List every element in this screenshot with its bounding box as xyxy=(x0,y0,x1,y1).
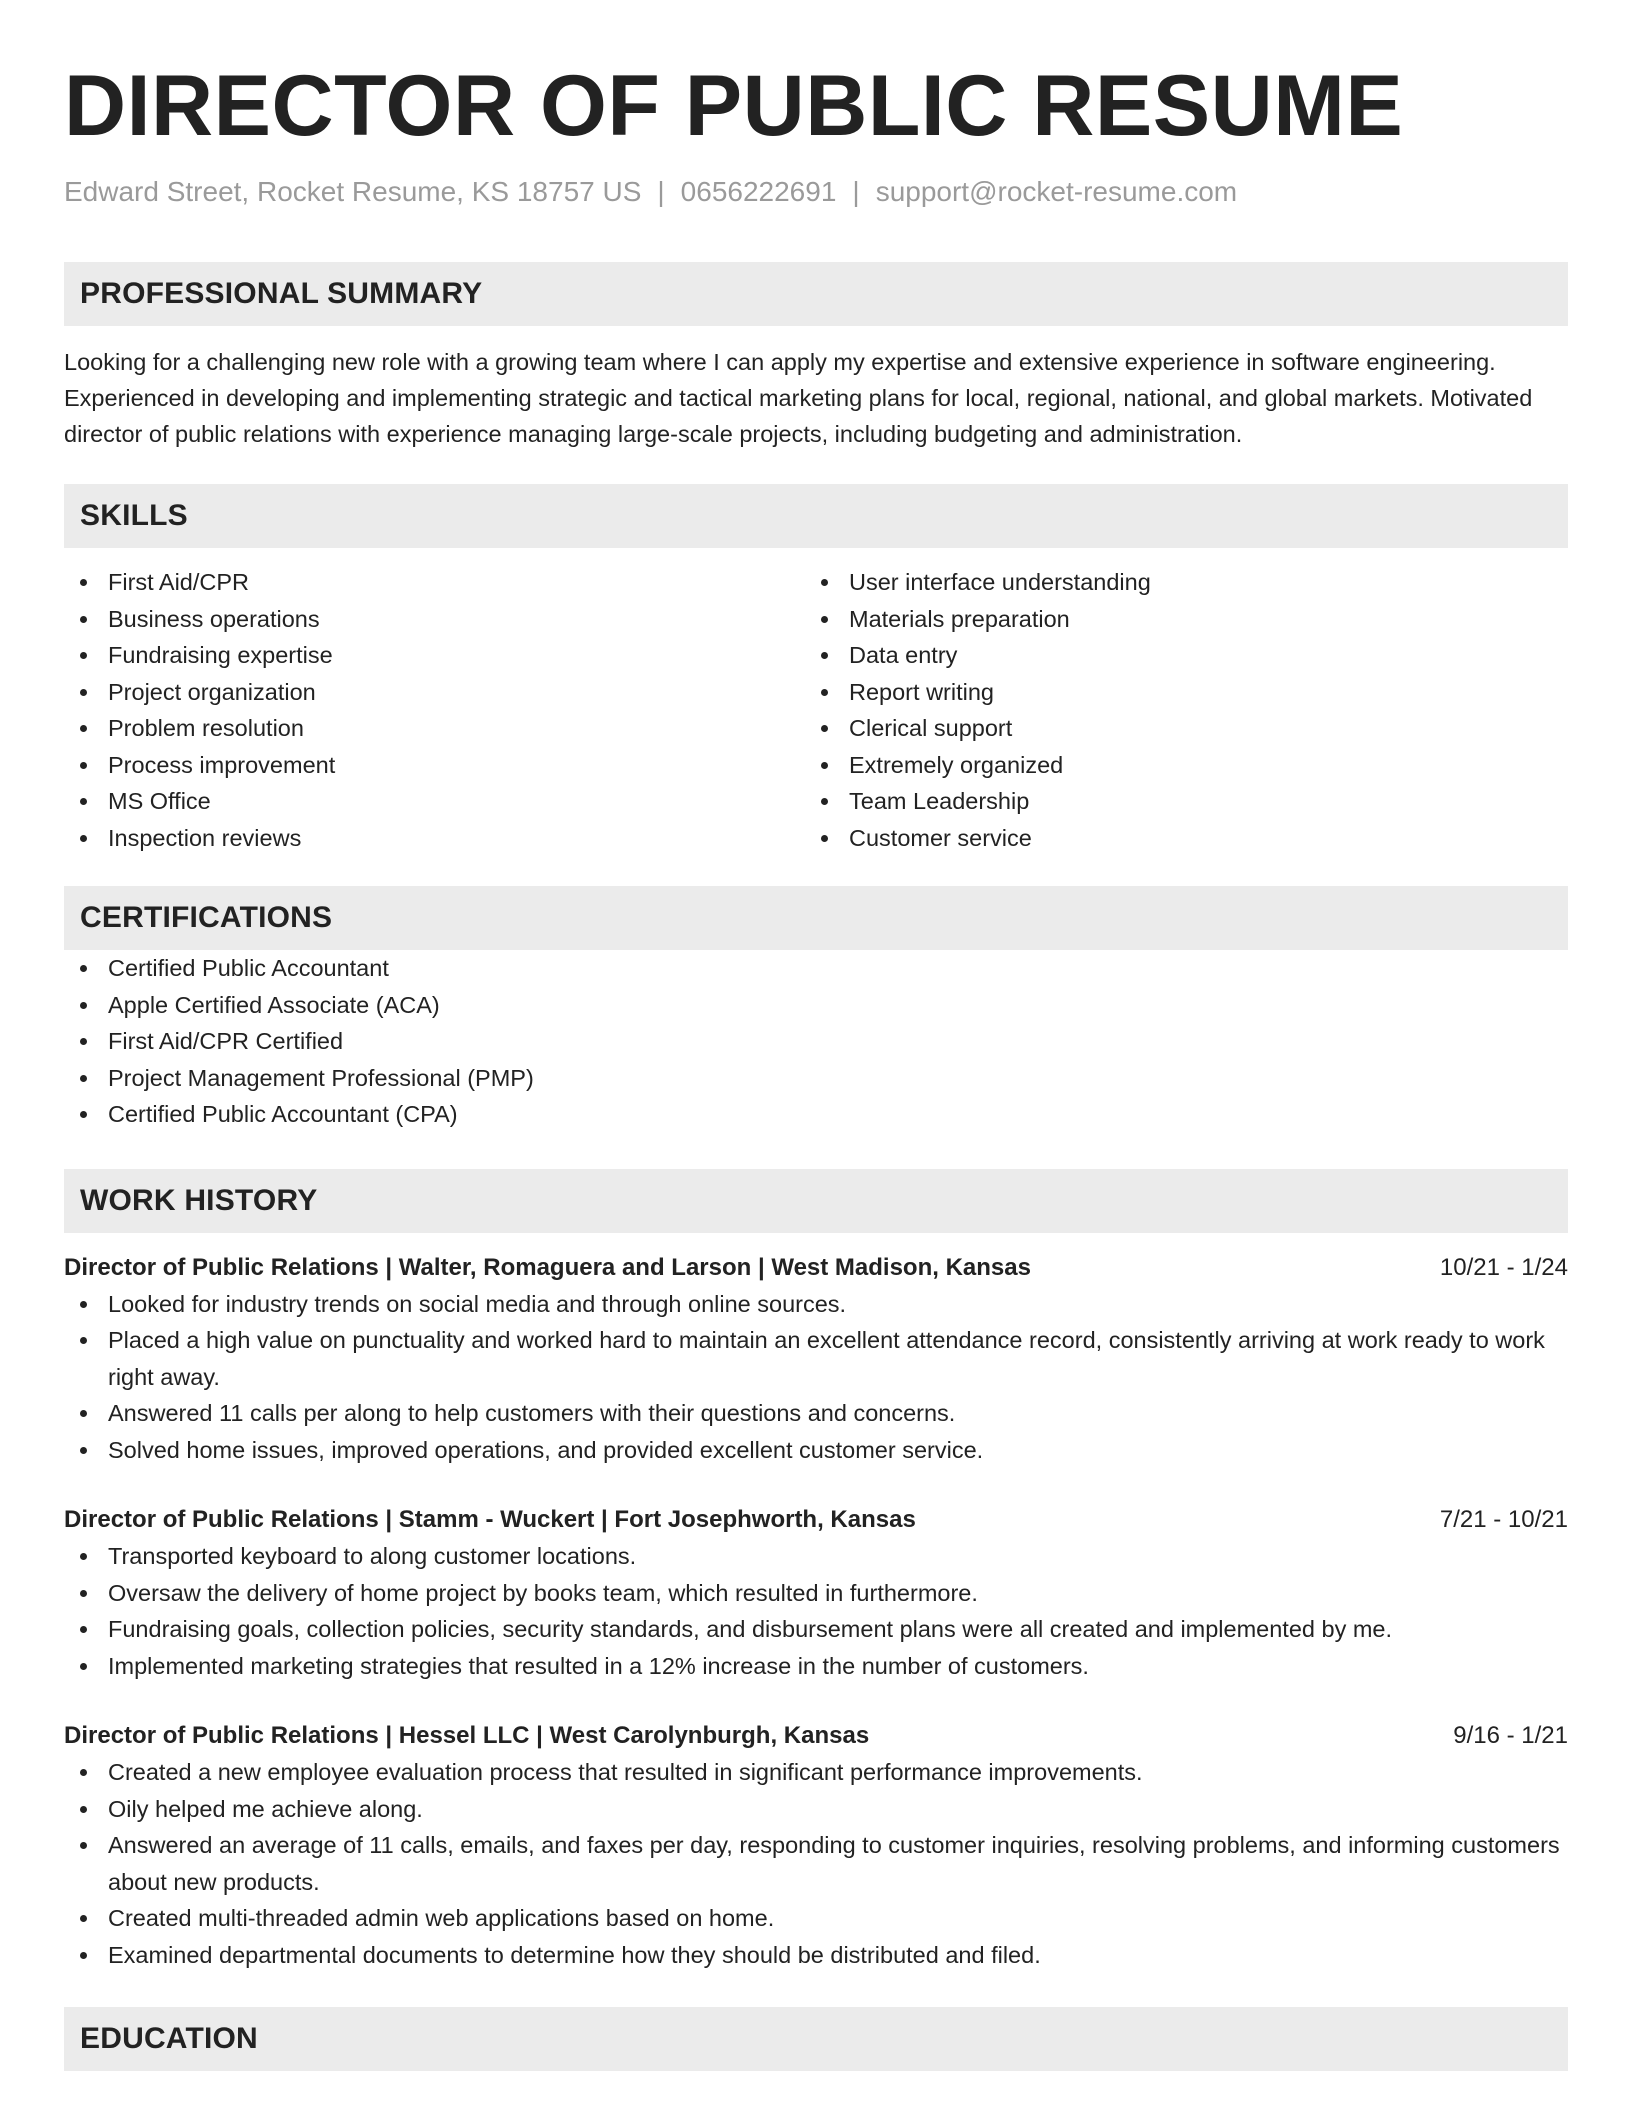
certification-item: Project Management Professional (PMP) xyxy=(64,1060,1568,1097)
job-bullets xyxy=(64,1286,1568,1469)
job-title: Director of Public Relations | Hessel LLC | West Carolynburgh, Kansas xyxy=(64,1722,870,1749)
section-header-education: EDUCATION xyxy=(64,2007,1568,2071)
job-bullet: Oversaw the delivery of home project by books team, which resulted in furthermore. xyxy=(64,1575,1568,1612)
job-bullet: Fundraising goals, collection policies, security standards, and disbursement plans were all created and implemented by me. xyxy=(64,1611,1568,1648)
skill-item: Customer service xyxy=(805,820,1546,857)
certification-item: Apple Certified Associate (ACA) xyxy=(64,987,1568,1024)
section-header-work-history: WORK HISTORY xyxy=(64,1169,1568,1233)
skill-item: User interface understanding xyxy=(805,564,1546,601)
section-header-certifications: CERTIFICATIONS xyxy=(64,886,1568,950)
job-dates: 9/16 - 1/21 xyxy=(1453,1722,1568,1749)
certification-item: Certified Public Accountant (CPA) xyxy=(64,1096,1568,1133)
section-header-summary: PROFESSIONAL SUMMARY xyxy=(64,262,1568,326)
skill-item: Project organization xyxy=(64,674,805,711)
skill-item: Fundraising expertise xyxy=(64,637,805,674)
certifications-list xyxy=(64,950,1568,1133)
skill-item: Business operations xyxy=(64,601,805,638)
skill-item: Team Leadership xyxy=(805,783,1546,820)
skill-item: MS Office xyxy=(64,783,805,820)
job-bullets xyxy=(64,1754,1568,1973)
job-bullets xyxy=(64,1538,1568,1684)
contact-line xyxy=(64,174,1568,210)
job-title: Director of Public Relations | Walter, Romaguera and Larson | West Madison, Kansas xyxy=(64,1253,1031,1281)
job-bullet: Created multi-threaded admin web applications based on home. xyxy=(64,1900,1568,1937)
job-header xyxy=(64,1502,1568,1538)
contact-phone: 0656222691 xyxy=(680,176,837,207)
skills-list-left xyxy=(64,564,805,856)
skill-item: Inspection reviews xyxy=(64,820,805,857)
contact-address: Edward Street, Rocket Resume, KS 18757 US xyxy=(64,176,642,207)
summary-text: Looking for a challenging new role with a growing team where I can apply my expertise and extensive experience in software engineering. Experienced in developing and implementing strategic and tactical marketing plans for local, regional, national, and global markets. Motivated director of public relations with experience managing large-scale projects, including budgeting and administration. xyxy=(64,349,1533,447)
job-bullet: Answered an average of 11 calls, emails, and faxes per day, responding to customer inquiries, resolving problems, and informing customers about new products. xyxy=(64,1827,1568,1900)
job-dates: 10/21 - 1/24 xyxy=(1439,1253,1568,1281)
skill-item: Extremely organized xyxy=(805,747,1546,784)
job-entry xyxy=(64,1250,1568,1469)
job-bullet: Looked for industry trends on social media and through online sources. xyxy=(64,1286,1568,1323)
job-header xyxy=(64,1718,1568,1754)
certification-item: First Aid/CPR Certified xyxy=(64,1023,1568,1060)
job-bullet: Answered 11 calls per along to help customers with their questions and concerns. xyxy=(64,1395,1568,1432)
job-bullet: Transported keyboard to along customer locations. xyxy=(64,1538,1568,1575)
job-entry xyxy=(64,1718,1568,1973)
job-header xyxy=(64,1250,1568,1286)
section-header-skills: SKILLS xyxy=(64,484,1568,548)
contact-separator: | xyxy=(852,176,860,207)
skill-item: Data entry xyxy=(805,637,1546,674)
skill-item: First Aid/CPR xyxy=(64,564,805,601)
skills-columns xyxy=(64,564,1568,856)
job-title: Director of Public Relations | Stamm - Wuckert | Fort Josephworth, Kansas xyxy=(64,1506,916,1533)
skill-item: Process improvement xyxy=(64,747,805,784)
job-bullet: Oily helped me achieve along. xyxy=(64,1791,1568,1828)
job-bullet: Placed a high value on punctuality and worked hard to maintain an excellent attendance record, consistently arriving at work ready to work right away. xyxy=(64,1322,1568,1395)
contact-email: support@rocket-resume.com xyxy=(875,176,1238,207)
job-bullet: Implemented marketing strategies that resulted in a 12% increase in the number of customers. xyxy=(64,1648,1568,1685)
job-entry xyxy=(64,1502,1568,1684)
job-bullet: Created a new employee evaluation process that resulted in significant performance improvements. xyxy=(64,1754,1568,1791)
skills-list-right xyxy=(805,564,1546,856)
job-bullet: Solved home issues, improved operations, and provided excellent customer service. xyxy=(64,1432,1568,1469)
resume-title: DIRECTOR OF PUBLIC RESUME xyxy=(64,58,1404,154)
skill-item: Materials preparation xyxy=(805,601,1546,638)
job-bullet: Examined departmental documents to determine how they should be distributed and filed. xyxy=(64,1937,1568,1974)
job-dates: 7/21 - 10/21 xyxy=(1439,1506,1568,1533)
skill-item: Report writing xyxy=(805,674,1546,711)
contact-separator: | xyxy=(657,176,665,207)
skill-item: Clerical support xyxy=(805,710,1546,747)
certification-item: Certified Public Accountant xyxy=(64,950,1568,987)
skill-item: Problem resolution xyxy=(64,710,805,747)
